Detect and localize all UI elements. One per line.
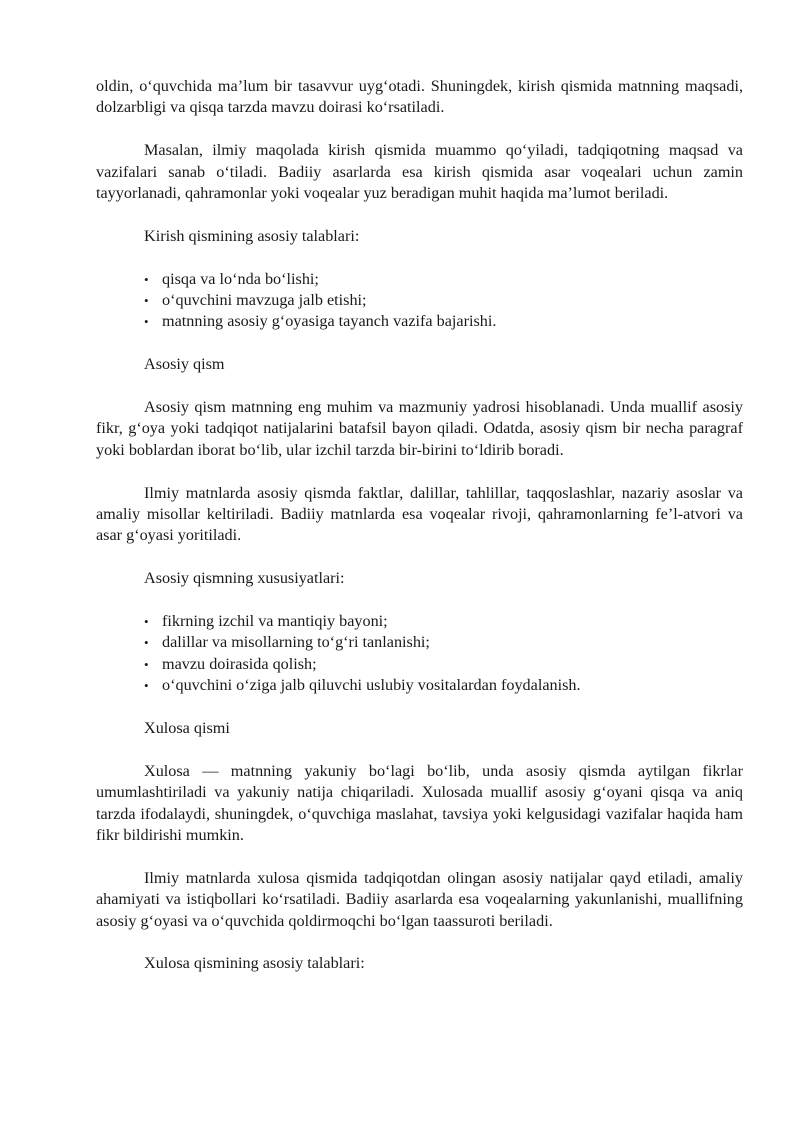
list-asosiy-xususiyatlari bbox=[96, 611, 743, 697]
list-item: • qisqa va lo‘nda bo‘lishi; bbox=[144, 269, 743, 290]
list-item: • o‘quvchini mavzuga jalb etishi; bbox=[144, 290, 743, 311]
bullet-icon: • bbox=[144, 314, 149, 330]
list-item: • mavzu doirasida qolish; bbox=[144, 654, 743, 675]
bullet-icon: • bbox=[144, 614, 149, 630]
heading-xulosa-talablari: Xulosa qismining asosiy talablari: bbox=[144, 954, 365, 973]
paragraph-asosiy-qism: Asosiy qism matnning eng muhim va mazmuniy yadrosi hisoblanadi. Unda muallif asosiy fikr, g‘oya yoki tadqiqot natijalarini batafsil bayon qiladi. Odatda, asosiy qism bir necha paragraf yoki boblardan iborat bo‘lib, ular izchil tarzda bir-birini to‘ldirib boradi. bbox=[96, 398, 743, 459]
bullet-icon: • bbox=[144, 656, 149, 672]
heading-kirish-talablari: Kirish qismining asosiy talablari: bbox=[144, 226, 360, 245]
list-item: • o‘quvchini o‘ziga jalb qiluvchi uslubiy vositalardan foydalanish. bbox=[144, 675, 743, 696]
paragraph-xulosa-ilmiy: Ilmiy matnlarda xulosa qismida tadqiqotdan olingan asosiy natijalar qayd etiladi, amaliy ahamiyati va istiqbollari ko‘rsatiladi. Badiiy asarlarda esa voqealarning yakunlanishi, muallifning asosiy g‘oyasi va o‘quvchida qoldirmoqchi bo‘lgan taassuroti beriladi. bbox=[96, 868, 743, 930]
document-page bbox=[96, 76, 743, 996]
heading-xulosa-qismi: Xulosa qismi bbox=[144, 719, 230, 738]
heading-asosiy-xususiyatlari: Asosiy qismning xususiyatlari: bbox=[144, 569, 345, 588]
list-item: • dalillar va misollarning to‘g‘ri tanlanishi; bbox=[144, 632, 743, 653]
paragraph-ilmiy-matnlar: Ilmiy matnlarda asosiy qismda faktlar, dalillar, tahlillar, taqqoslashlar, nazariy asoslar va amaliy misollar keltiriladi. Badiiy matnlarda esa voqealar rivoji, qahramonlarning fe’l-atvori va asar g‘oyasi yoritiladi. bbox=[96, 483, 743, 545]
bullet-icon: • bbox=[144, 293, 149, 309]
paragraph-intro-example: Masalan, ilmiy maqolada kirish qismida muammo qo‘yiladi, tadqiqotning maqsad va vazifalari sanab o‘tiladi. Badiiy asarlarda esa kirish qismida asar voqealari uchun zamin tayyorlanadi, qahramonlar yoki voqealar yuz beradigan muhit haqida ma’lumot beriladi. bbox=[96, 141, 743, 203]
paragraph-intro-continuation: oldin, o‘quvchida ma’lum bir tasavvur uyg‘otadi. Shuningdek, kirish qismida matnning maqsadi, dolzarbligi va qisqa tarzda mavzu doirasi ko‘rsatiladi. bbox=[96, 77, 743, 117]
bullet-icon: • bbox=[144, 271, 149, 287]
list-kirish-talablari bbox=[96, 269, 743, 333]
bullet-icon: • bbox=[144, 635, 149, 651]
list-item: • matnning asosiy g‘oyasiga tayanch vazifa bajarishi. bbox=[144, 311, 743, 332]
list-item: • fikrning izchil va mantiqiy bayoni; bbox=[144, 611, 743, 632]
bullet-icon: • bbox=[144, 678, 149, 694]
heading-asosiy-qism: Asosiy qism bbox=[144, 355, 225, 374]
paragraph-xulosa: Xulosa — matnning yakuniy bo‘lagi bo‘lib, unda asosiy qismda aytilgan fikrlar umumlashtiriladi va yakuniy natija chiqariladi. Xulosada muallif asosiy g‘oyani qisqa va aniq tarzda ifodalaydi, shuningdek, o‘quvchiga maslahat, tavsiya yoki kelgusidagi vazifalar haqida ham fikr bildirishi mumkin. bbox=[96, 761, 743, 845]
